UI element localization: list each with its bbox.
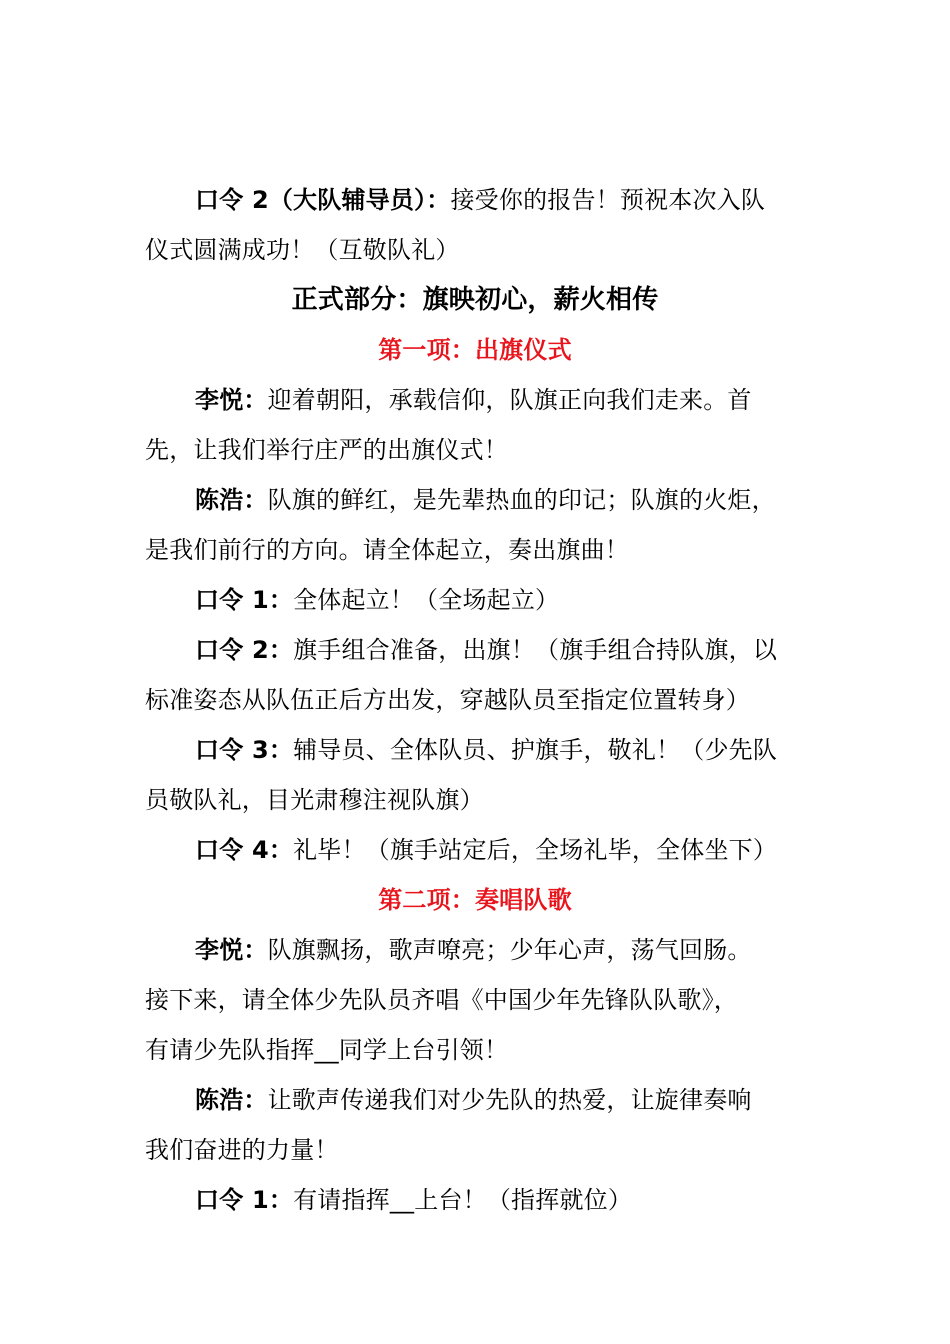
paragraph-command-1 [195,1185,895,1215]
paragraph-text: 全体起立！（全场起立） [293,586,560,614]
paragraph-continuation: 先，让我们举行庄严的出旗仪式！ [145,436,508,464]
paragraph-text: 接受你的报告！预祝本次入队 [450,186,766,214]
paragraph-continuation: 员敬队礼，目光肃穆注视队旗） [145,786,484,814]
paragraph-command-1 [195,585,895,615]
speaker-label: 李悦： [195,936,268,964]
paragraph-text: 有请指挥__上台！（指挥就位） [293,1186,633,1214]
speaker-label: 口令 1： [195,586,294,614]
paragraph-liyue [195,935,895,965]
paragraph-continuation: 有请少先队指挥__同学上台引领！ [145,1036,509,1064]
speaker-label: 李悦： [195,386,268,414]
speaker-label: 口令 3： [195,736,294,764]
paragraph-continuation: 是我们前行的方向。请全体起立，奏出旗曲！ [145,536,629,564]
speaker-label: 陈浩： [195,486,268,514]
paragraph-liyue [195,385,895,415]
paragraph-continuation: 标准姿态从队伍正后方出发，穿越队员至指定位置转身） [145,686,750,714]
paragraph-text: 队旗的鲜红，是先辈热血的印记；队旗的火炬， [267,486,776,514]
paragraph-command-2 [195,635,895,665]
item-title-anthem: 第二项：奏唱队歌 [378,886,572,914]
item-title-flag-ceremony: 第一项：出旗仪式 [378,336,572,364]
section-title: 正式部分：旗映初心，薪火相传 [291,285,659,315]
paragraph-command-2-counselor [195,185,895,215]
paragraph-text: 礼毕！（旗手站定后，全场礼毕，全体坐下） [293,836,778,864]
paragraph-chenhao [195,1085,895,1115]
paragraph-continuation: 接下来，请全体少先队员齐唱《中国少年先锋队队歌》， [145,986,738,1014]
paragraph-text: 旗手组合准备，出旗！（旗手组合持队旗，以 [293,636,778,664]
speaker-label: 口令 2： [195,636,294,664]
speaker-label: 口令 4： [195,836,294,864]
speaker-label: 口令 2（大队辅导员）： [195,186,451,214]
paragraph-text: 让歌声传递我们对少先队的热爱，让旋律奏响 [267,1086,752,1114]
paragraph-text: 辅导员、全体队员、护旗手，敬礼！（少先队 [293,736,778,764]
paragraph-chenhao [195,485,895,515]
paragraph-text: 队旗飘扬，歌声嘹亮；少年心声，荡气回肠。 [267,936,752,964]
paragraph-text: 迎着朝阳，承载信仰，队旗正向我们走来。首 [267,386,752,414]
paragraph-continuation: 我们奋进的力量！ [145,1136,339,1164]
speaker-label: 口令 1： [195,1186,294,1214]
paragraph-continuation: 仪式圆满成功！（互敬队礼） [145,236,460,264]
paragraph-command-4 [195,835,895,865]
paragraph-command-3 [195,735,895,765]
speaker-label: 陈浩： [195,1086,268,1114]
